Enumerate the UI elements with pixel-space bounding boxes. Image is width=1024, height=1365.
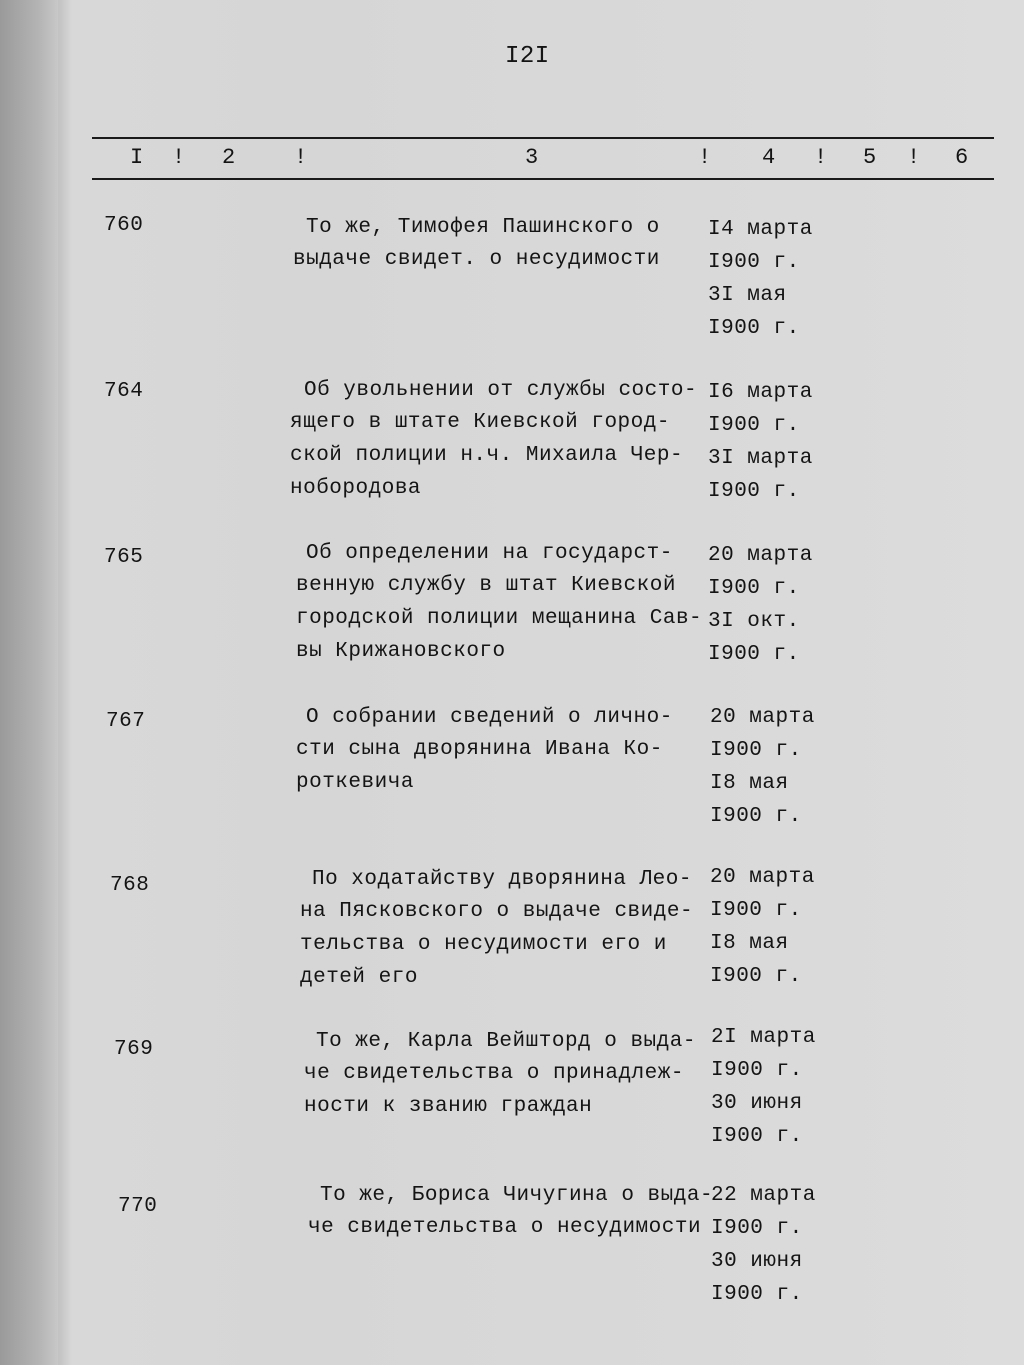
row-date: I900 г. <box>711 1217 803 1240</box>
row-desc-line: Об увольнении от службы состо- <box>304 379 698 402</box>
row-desc-line: на Пясковского о выдаче свиде- <box>300 900 694 923</box>
page-number: I2I <box>505 43 550 70</box>
row-desc-line: То же, Карла Вейшторд о выда- <box>316 1030 696 1053</box>
row-id: 760 <box>104 214 144 237</box>
row-date: I900 г. <box>708 577 800 600</box>
header-col-2: 2 <box>222 145 236 170</box>
row-date: I8 мая <box>710 772 789 795</box>
row-desc-line: вы Крижановского <box>296 640 506 663</box>
row-date: I6 марта <box>708 381 813 404</box>
row-id: 770 <box>118 1195 158 1218</box>
page-binding-shadow <box>0 0 58 1365</box>
row-desc-line: че свидетельства о несудимости <box>308 1216 702 1239</box>
row-id: 767 <box>106 710 146 733</box>
row-desc-line: ности к званию граждан <box>304 1095 593 1118</box>
row-desc-line: городской полиции мещанина Сав- <box>296 607 703 630</box>
row-date: I900 г. <box>711 1283 803 1306</box>
row-id: 768 <box>110 874 150 897</box>
row-desc-line: По ходатайству дворянина Лео- <box>312 868 692 891</box>
row-desc-line: ящего в штате Киевской город- <box>290 411 670 434</box>
row-desc-line: венную службу в штат Киевской <box>296 574 676 597</box>
row-id: 769 <box>114 1038 154 1061</box>
row-date: 3I мая <box>708 284 787 307</box>
row-desc-line: Об определении на государст- <box>306 542 673 565</box>
header-col-4: 4 <box>762 145 776 170</box>
row-desc-line: То же, Бориса Чичугина о выда- <box>320 1184 714 1207</box>
row-desc-line: сти сына дворянина Ивана Ко- <box>296 738 663 761</box>
row-date: 20 марта <box>710 866 815 889</box>
row-date: I900 г. <box>710 899 802 922</box>
header-sep-2: ! <box>294 145 308 170</box>
header-sep-3: ! <box>698 145 712 170</box>
row-date: I900 г. <box>708 251 800 274</box>
row-date: I900 г. <box>708 480 800 503</box>
header-top-rule <box>92 137 994 139</box>
row-date: I900 г. <box>711 1059 803 1082</box>
row-desc-line: тельства о несудимости его и <box>300 933 667 956</box>
row-date: I900 г. <box>711 1125 803 1148</box>
row-date: 20 марта <box>708 544 813 567</box>
header-col-6: 6 <box>955 145 969 170</box>
row-date: I4 марта <box>708 218 813 241</box>
row-desc-line: че свидетельства о принадлеж- <box>304 1062 684 1085</box>
row-date: 22 марта <box>711 1184 816 1207</box>
header-col-5: 5 <box>863 145 877 170</box>
row-date: I900 г. <box>710 965 802 988</box>
row-id: 764 <box>104 380 144 403</box>
header-sep-1: ! <box>172 145 186 170</box>
row-desc-line: То же, Тимофея Пашинского о <box>306 216 660 239</box>
row-date: I900 г. <box>708 414 800 437</box>
row-desc-line: роткевича <box>296 771 414 794</box>
row-desc-line: детей его <box>300 966 418 989</box>
row-desc-line: ской полиции н.ч. Михаила Чер- <box>290 444 684 467</box>
row-date: I900 г. <box>710 805 802 828</box>
row-date: 3I окт. <box>708 610 800 633</box>
row-date: 2I марта <box>711 1026 816 1049</box>
row-date: 30 июня <box>711 1092 803 1115</box>
header-col-1: I <box>130 145 144 170</box>
row-desc-line: О собрании сведений о лично- <box>306 706 673 729</box>
row-id: 765 <box>104 546 144 569</box>
row-date: I900 г. <box>708 317 800 340</box>
row-date: I8 мая <box>710 932 789 955</box>
header-bottom-rule <box>92 178 994 180</box>
row-date: I900 г. <box>708 643 800 666</box>
header-col-3: 3 <box>525 145 539 170</box>
row-desc-line: нобородова <box>290 477 422 500</box>
row-date: 3I марта <box>708 447 813 470</box>
header-sep-4: ! <box>814 145 828 170</box>
header-sep-5: ! <box>907 145 921 170</box>
row-date: 20 марта <box>710 706 815 729</box>
row-desc-line: выдаче свидет. о несудимости <box>293 248 660 271</box>
row-date: I900 г. <box>710 739 802 762</box>
row-date: 30 июня <box>711 1250 803 1273</box>
